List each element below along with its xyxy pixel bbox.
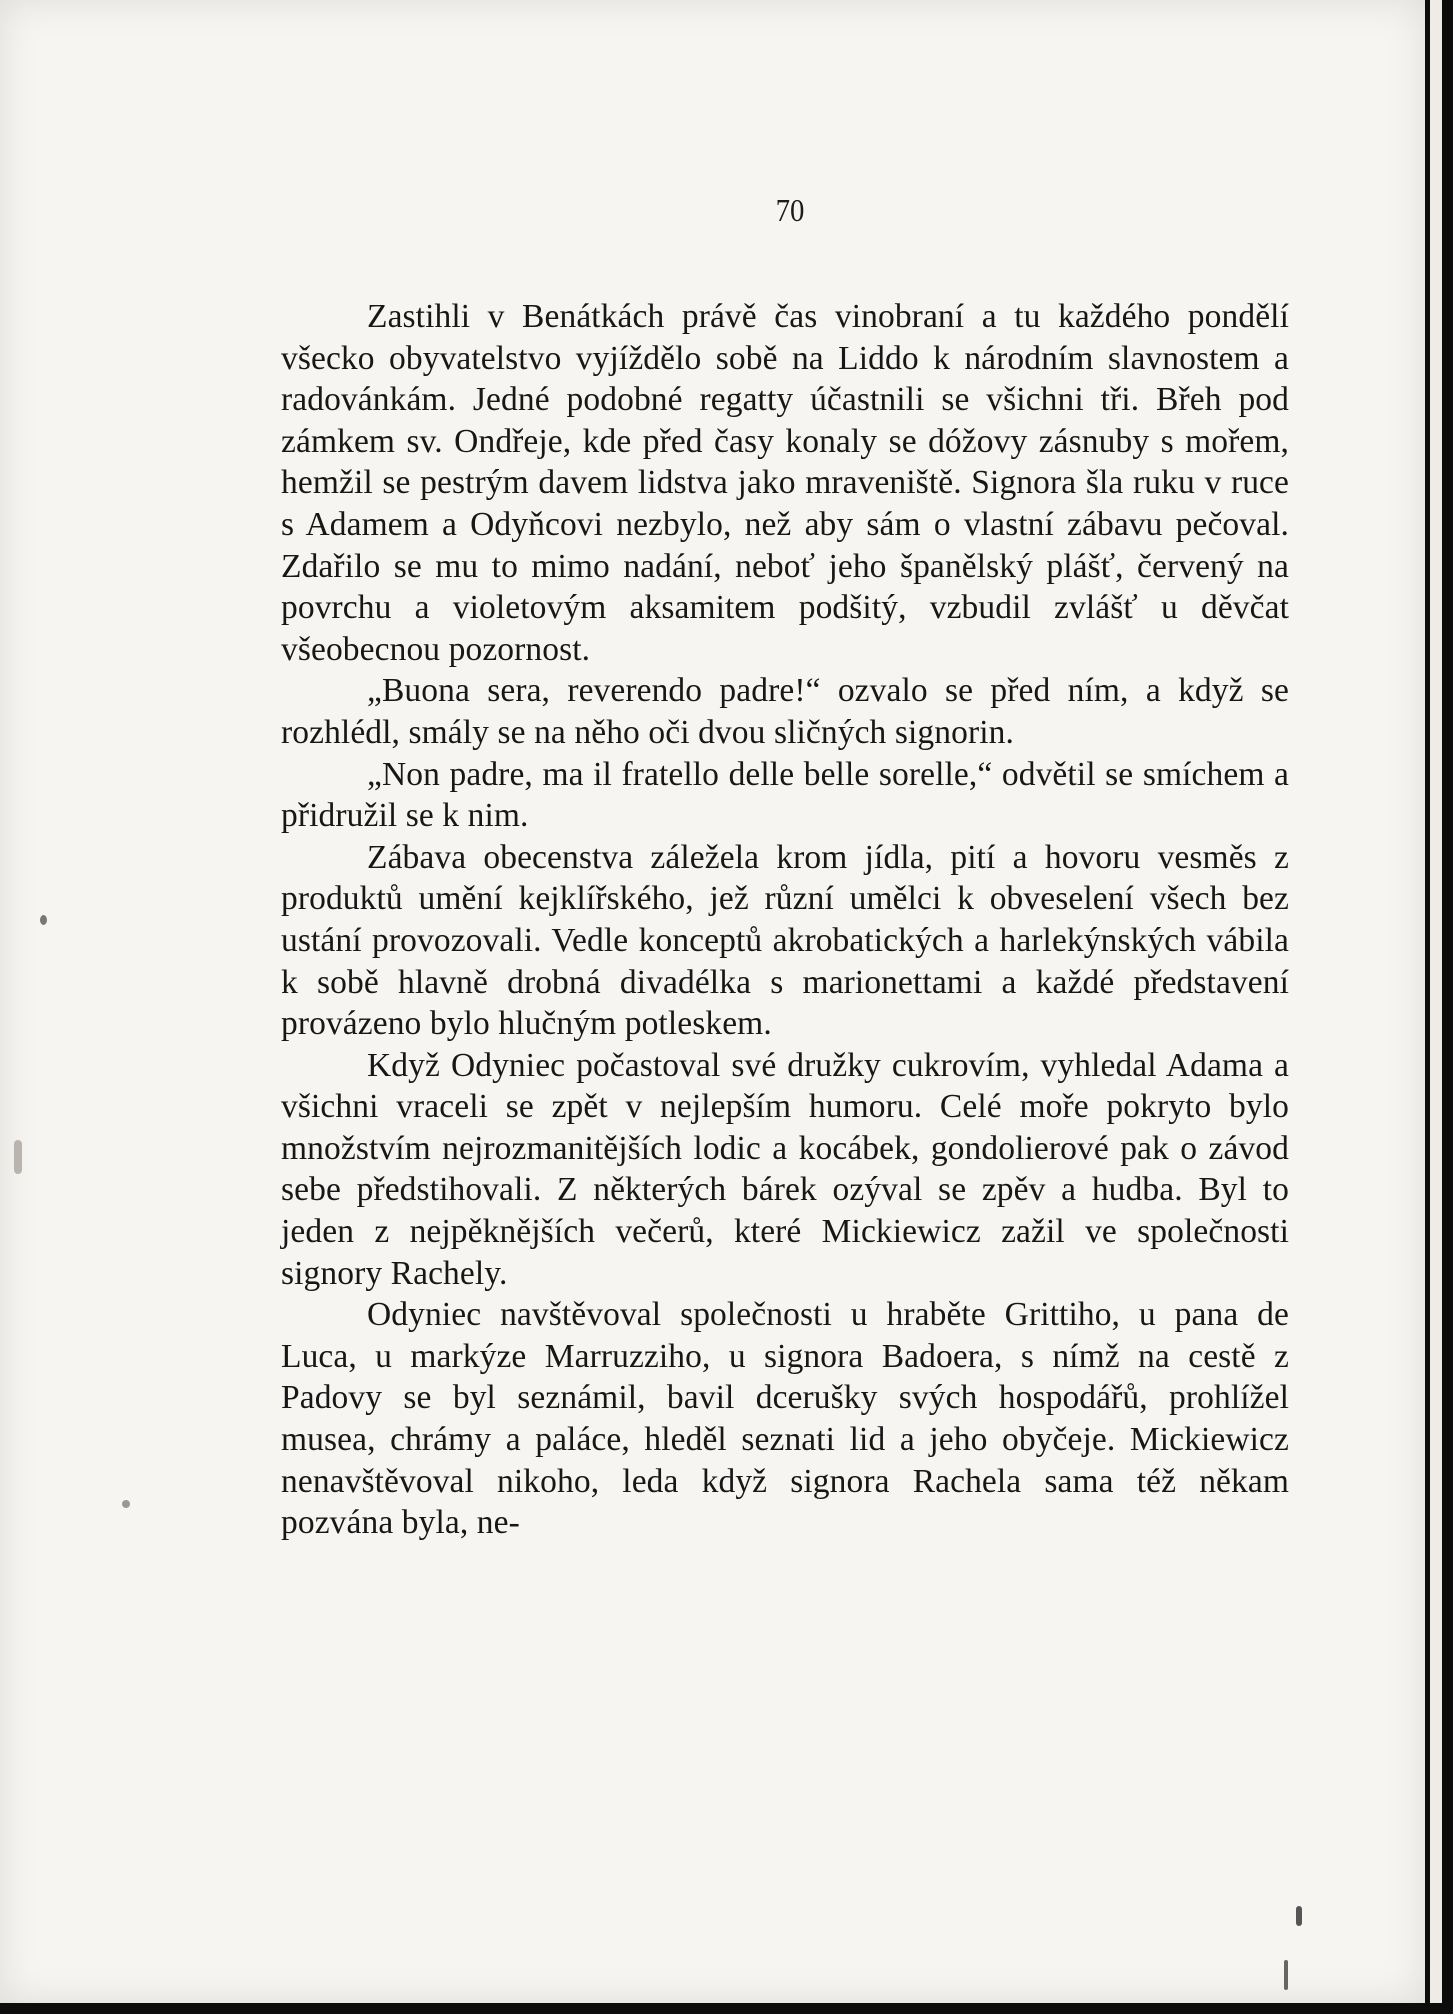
paragraph: „Non padre, ma il fratello delle belle sorelle,“ odvětil se smíchem a přidružil se k nim.	[281, 755, 1289, 835]
ink-speck	[14, 1140, 22, 1174]
page-number: 70	[775, 192, 805, 228]
ink-speck	[122, 1500, 130, 1508]
body-text	[281, 296, 1289, 1544]
ink-speck	[40, 915, 47, 925]
scan-edge-bottom	[0, 2003, 1453, 2014]
ink-speck	[1296, 1906, 1302, 1926]
ink-speck	[1284, 1960, 1288, 1990]
paragraph: Zábava obecenstva záležela krom jídla, pití a hovoru vesměs z produktů umění kejklířského, jež různí umělci k obveselení všech bez ustání provozovali. Vedle konceptů akrobatických a harlekýnských vábila k sobě hlavně drobná divadélka s marionettami a každé představení provázeno bylo hlučným potleskem.	[281, 838, 1289, 1043]
paragraph: „Buona sera, reverendo padre!“ ozvalo se před ním, a když se rozhlédl, smály se na něho oči dvou sličných signorin.	[281, 672, 1289, 751]
paragraph: Odyniec navštěvoval společnosti u hraběte Grittiho, u pana de Luca, u markýze Marruzziho, u signora Badoera, s nímž na cestě z Padovy se byl seznámil, bavil dcerušky svých hospodářů, prohlížel musea, chrámy a paláce, hleděl seznati lid a jeho obyčeje. Mickiewicz nenavštěvoval nikoho, leda když signora Rachela sama též někam pozvána byla, ne-	[281, 1296, 1289, 1542]
scan-edge-strip	[1430, 0, 1442, 2014]
paragraph: Zastihli v Benátkách právě čas vinobraní a tu každého pondělí všecko obyvatelstvo vyjíždělo sobě na Liddo k národním slavnostem a radovánkám. Jedné podobné regatty účastnili se všichni tři. Břeh pod zámkem sv. Ondřeje, kde před časy konaly se dóžovy zásnuby s mořem, hemžil se pestrým davem lidstva jako mraveniště. Signora šla ruku v ruce s Adamem a Odyňcovi nezbylo, než aby sám o vlastní zábavu pečoval. Zdařilo se mu to mimo nadání, neboť jeho španělský plášť, červený na povrchu a violetovým aksamitem podšitý, vzbudil zvlášť u děvčat všeobecnou pozornost.	[281, 298, 1289, 668]
paragraph: Když Odyniec počastoval své družky cukrovím, vyhledal Adama a všichni vraceli se zpět v nejlepším humoru. Celé moře pokryto bylo množstvím nejrozmanitějších lodic a kocábek, gondolierové pak o závod sebe předstihovali. Z některých bárek ozýval se zpěv a hudba. Byl to jeden z nejpěknějších večerů, které Mickiewicz zažil ve společnosti signory Rachely.	[281, 1046, 1289, 1292]
